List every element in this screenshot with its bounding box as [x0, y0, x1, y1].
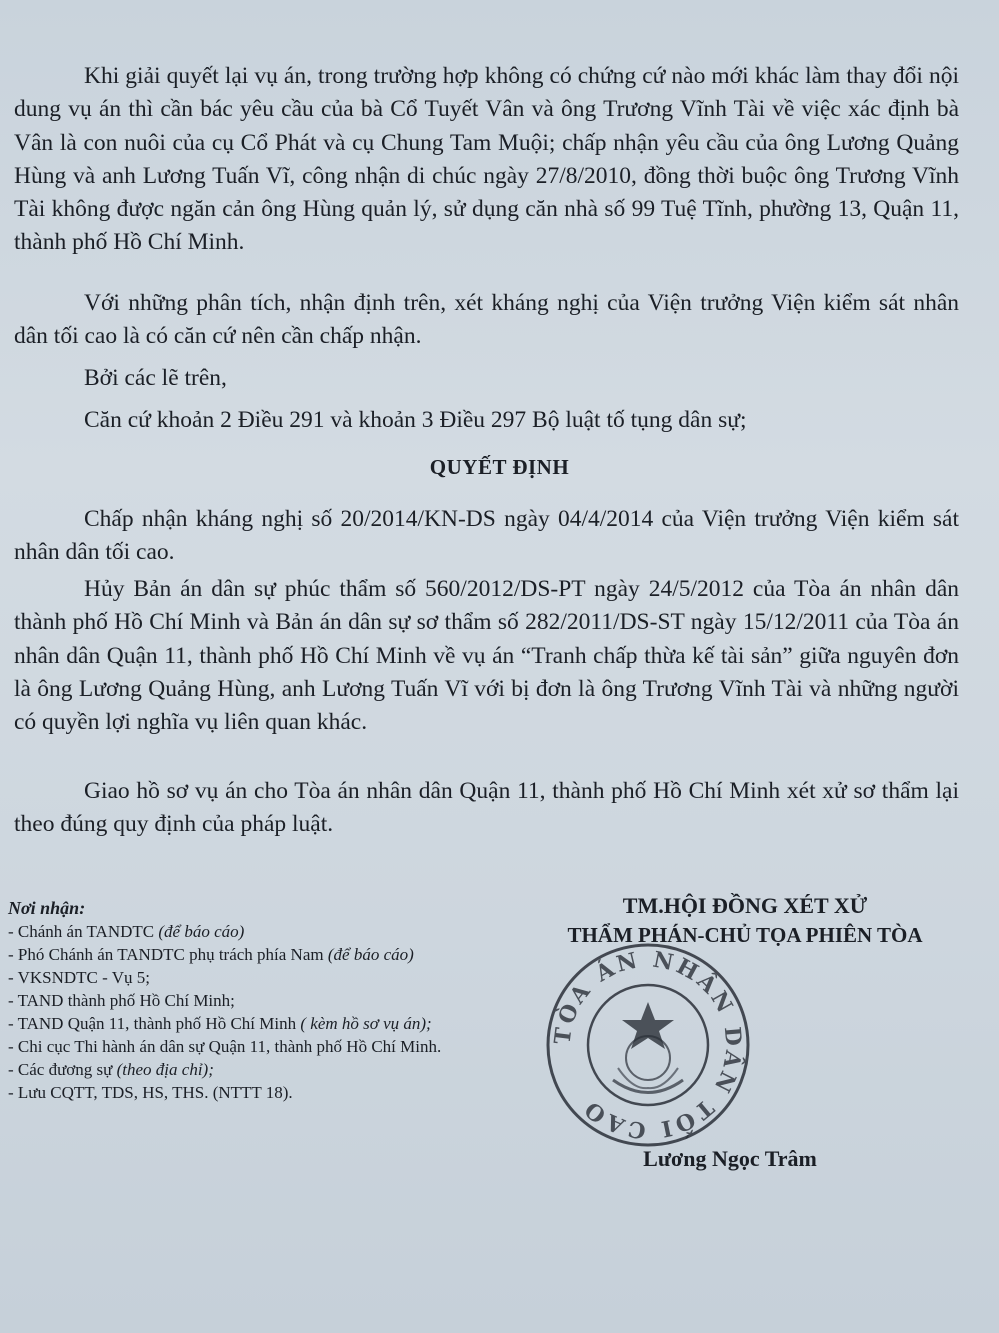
signature-title: TM.HỘI ĐỒNG XÉT XỬ [622, 893, 868, 918]
recipient-item: - Các đương sự (theo địa chỉ); [8, 1060, 214, 1079]
decision-annul: Hủy Bản án dân sự phúc thẩm số 560/2012/DS-PT ngày 24/5/2012 của Tòa án nhân dân thành phố Hồ Chí Minh và Bản án dân sự sơ thẩm số 282/2011/DS-ST ngày 15/12/2011 của Tòa án nhân dân Quận 11, thành phố Hồ Chí Minh về vụ án “Tranh chấp thừa kế tài sản” giữa nguyên đơn là ông Lương Quảng Hùng, anh Lương Tuấn Vĩ với bị đơn là ông Trương Vĩnh Tài và những người có quyền lợi nghĩa vụ liên quan khác. [14, 576, 959, 736]
recipient-item: - TAND thành phố Hồ Chí Minh; [8, 991, 235, 1010]
recipient-item: - TAND Quận 11, thành phố Hồ Chí Minh ( kèm hồ sơ vụ án); [8, 1014, 432, 1033]
recipients-block [8, 897, 478, 1104]
paragraph-legal-basis: Căn cứ khoản 2 Điều 291 và khoản 3 Điều 297 Bộ luật tố tụng dân sự; [84, 407, 747, 433]
recipient-item: - Lưu CQTT, TDS, HS, THS. (NTTT 18). [8, 1083, 293, 1102]
signer-name: Lương Ngọc Trâm [643, 1146, 817, 1171]
decision-transfer: Giao hồ sơ vụ án cho Tòa án nhân dân Quận 11, thành phố Hồ Chí Minh xét xử sơ thẩm lại theo đúng quy định của pháp luật. [14, 778, 959, 838]
recipient-item: - Phó Chánh án TANDTC phụ trách phía Nam (để báo cáo) [8, 945, 414, 964]
decision-heading: QUYẾT ĐỊNH [429, 455, 570, 479]
paragraph-resolution: Khi giải quyết lại vụ án, trong trường hợp không có chứng cứ nào mới khác làm thay đổi nội dung vụ án thì cần bác yêu cầu của bà Cổ Tuyết Vân và ông Trương Vĩnh Tài về việc xác định bà Vân là con nuôi của cụ Cổ Phát và cụ Chung Tam Muội; chấp nhận yêu cầu của ông Lương Quảng Hùng và anh Lương Tuấn Vĩ, công nhận di chúc ngày 27/8/2010, đồng thời buộc ông Trương Vĩnh Tài không được ngăn cản ông Hùng quản lý, sử dụng căn nhà số 99 Tuệ Tĩnh, phường 13, Quận 11, thành phố Hồ Chí Minh. [14, 63, 959, 256]
paragraph-analysis: Với những phân tích, nhận định trên, xét kháng nghị của Viện trưởng Viện kiểm sát nhân dân tối cao là có căn cứ nên cần chấp nhận. [14, 290, 959, 350]
svg-text:TÒA ÁN NHÂN DÂN TỐI CAO: TÒA ÁN NHÂN DÂN TỐI CAO [549, 946, 747, 1144]
recipient-item: - Chánh án TANDTC (để báo cáo) [8, 922, 245, 941]
signature-role: THẨM PHÁN-CHỦ TỌA PHIÊN TÒA [567, 923, 923, 947]
recipients-title: Nơi nhận: [8, 898, 86, 918]
recipient-item: - VKSNDTC - Vụ 5; [8, 968, 150, 987]
court-seal-icon [543, 940, 753, 1150]
paragraph-reasons: Bởi các lẽ trên, [84, 365, 227, 391]
decision-accept: Chấp nhận kháng nghị số 20/2014/KN-DS ngày 04/4/2014 của Viện trưởng Viện kiểm sát nhân dân tối cao. [14, 506, 959, 566]
recipient-item: - Chi cục Thi hành án dân sự Quận 11, thành phố Hồ Chí Minh. [8, 1037, 442, 1056]
